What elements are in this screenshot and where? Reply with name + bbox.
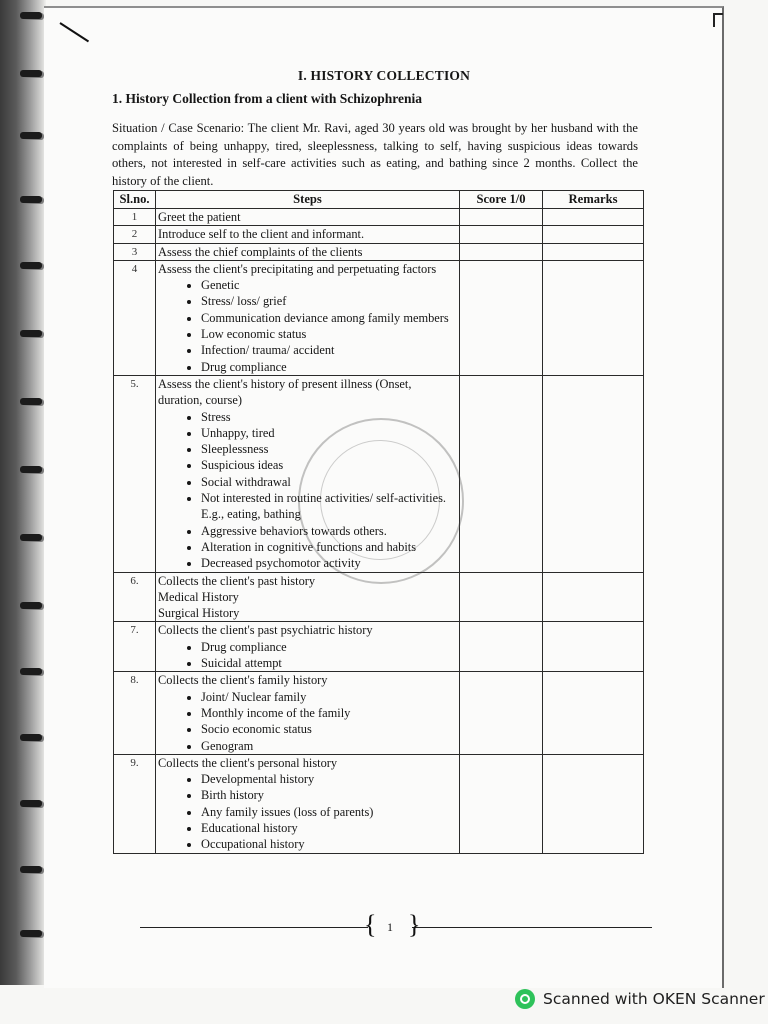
binder-ring xyxy=(20,800,42,807)
binder-ring xyxy=(20,466,42,473)
step-cell xyxy=(156,226,460,243)
table-row xyxy=(114,572,644,622)
remarks-cell xyxy=(543,375,644,572)
list-item: • Genetic xyxy=(201,277,457,293)
step-cell xyxy=(156,260,460,375)
binder-ring xyxy=(20,196,42,203)
list-item: • Alteration in cognitive functions and habits xyxy=(201,539,457,555)
step-bullet-list xyxy=(158,277,457,375)
case-scenario: Situation / Case Scenario: The client Mr. Ravi, aged 30 years old was brought by her husband with the complaints of being unhappy, tired, sleeplessness, talking to self, having suspicious ideas towards others, not interested in self-care activities such as eating, and bathing since 2 months. Collect the history of the client. xyxy=(112,121,638,188)
list-item: • Social withdrawal xyxy=(201,474,457,490)
step-text: Assess the client's precipitating and perpetuating factors xyxy=(158,261,437,276)
row-number: 8. xyxy=(114,672,156,754)
binder-ring xyxy=(20,398,42,405)
list-item: • Stress xyxy=(201,409,457,425)
score-cell xyxy=(460,243,543,260)
remarks-cell xyxy=(543,754,644,853)
score-cell xyxy=(460,754,543,853)
table-row xyxy=(114,226,644,243)
binder-ring xyxy=(20,534,42,541)
score-cell xyxy=(460,672,543,754)
column-header-steps: Steps xyxy=(156,191,460,209)
score-cell xyxy=(460,572,543,622)
remarks-cell xyxy=(543,209,644,226)
step-text: Assess the client's history of present illness (Onset, duration, course) xyxy=(158,376,412,408)
score-cell xyxy=(460,260,543,375)
step-cell xyxy=(156,622,460,672)
step-bullet-list xyxy=(158,409,457,572)
table-header-row xyxy=(114,191,644,209)
remarks-cell xyxy=(543,572,644,622)
scanner-logo-icon xyxy=(515,989,535,1009)
step-text: Collects the client's past history xyxy=(158,573,316,588)
list-item: • Birth history xyxy=(201,787,457,803)
row-number: 5. xyxy=(114,375,156,572)
list-item: • Drug compliance xyxy=(201,359,457,375)
list-item: • Aggressive behaviors towards others. xyxy=(201,523,457,539)
step-bullet-list xyxy=(158,689,457,754)
list-item: • Unhappy, tired xyxy=(201,425,457,441)
page-number-brace-right: } xyxy=(408,910,421,939)
list-item: • Genogram xyxy=(201,738,457,754)
list-item: • Infection/ trauma/ accident xyxy=(201,342,457,358)
table-row xyxy=(114,209,644,226)
list-item: • Suspicious ideas xyxy=(201,457,457,473)
column-header-remarks: Remarks xyxy=(543,191,644,209)
list-item: • Drug compliance xyxy=(201,639,457,655)
list-item: • Monthly income of the family xyxy=(201,705,457,721)
table-row xyxy=(114,672,644,754)
binder-spine xyxy=(0,0,46,985)
step-text: Collects the client's personal history xyxy=(158,755,338,770)
footer-rule-right xyxy=(412,927,652,928)
scanner-watermark-text: Scanned with OKEN Scanner xyxy=(543,990,765,1008)
step-bullet-list xyxy=(158,639,457,672)
step-cell xyxy=(156,754,460,853)
binder-ring xyxy=(20,12,42,19)
binder-ring xyxy=(20,668,42,675)
table-row xyxy=(114,622,644,672)
list-item: • Educational history xyxy=(201,820,457,836)
page-title: I. HISTORY COLLECTION xyxy=(297,68,471,83)
list-item: • Stress/ loss/ grief xyxy=(201,293,457,309)
remarks-cell xyxy=(543,243,644,260)
list-item: • Any family issues (loss of parents) xyxy=(201,804,457,820)
step-subline: Surgical History xyxy=(158,606,240,621)
list-item: • Socio economic status xyxy=(201,721,457,737)
score-cell xyxy=(460,622,543,672)
section-subtitle: 1. History Collection from a client with Schizophrenia xyxy=(112,91,422,106)
row-number: 2 xyxy=(114,226,156,243)
column-header-score: Score 1/0 xyxy=(460,191,543,209)
score-cell xyxy=(460,209,543,226)
list-item: • Joint/ Nuclear family xyxy=(201,689,457,705)
binder-ring xyxy=(20,262,42,269)
step-cell xyxy=(156,209,460,226)
table-row xyxy=(114,375,644,572)
history-collection-table xyxy=(113,190,644,854)
list-item: • Suicidal attempt xyxy=(201,655,457,671)
row-number: 3 xyxy=(114,243,156,260)
binder-ring xyxy=(20,930,42,937)
step-text: Collects the client's past psychiatric history xyxy=(158,623,373,638)
step-text: Greet the patient xyxy=(158,210,241,224)
binder-ring xyxy=(20,132,42,139)
table-row xyxy=(114,260,644,375)
binder-ring xyxy=(20,734,42,741)
row-number: 9. xyxy=(114,754,156,853)
row-number: 1 xyxy=(114,209,156,226)
remarks-cell xyxy=(543,226,644,243)
score-cell xyxy=(460,375,543,572)
table-row xyxy=(114,754,644,853)
page-number: 1 xyxy=(387,920,393,934)
row-number: 7. xyxy=(114,622,156,672)
score-cell xyxy=(460,226,543,243)
remarks-cell xyxy=(543,672,644,754)
list-item: • Sleeplessness xyxy=(201,441,457,457)
list-item: • Developmental history xyxy=(201,771,457,787)
step-subline: Medical History xyxy=(158,589,239,604)
table-body xyxy=(114,209,644,854)
list-item: • Occupational history xyxy=(201,836,457,852)
binder-ring xyxy=(20,602,42,609)
list-item: • Low economic status xyxy=(201,326,457,342)
scanner-watermark xyxy=(515,989,765,1009)
step-cell xyxy=(156,572,460,622)
step-cell xyxy=(156,243,460,260)
list-item: • Decreased psychomotor activity xyxy=(201,555,457,571)
column-header-sno: Sl.no. xyxy=(114,191,156,209)
binder-ring xyxy=(20,330,42,337)
step-cell xyxy=(156,672,460,754)
row-number: 6. xyxy=(114,572,156,622)
step-text: Introduce self to the client and informant. xyxy=(158,227,365,242)
list-item: • Not interested in routine activities/ self-activities. E.g., eating, bathing xyxy=(201,490,457,523)
footer-rule-left xyxy=(140,927,368,928)
step-text: Collects the client's family history xyxy=(158,673,328,688)
remarks-cell xyxy=(543,260,644,375)
step-bullet-list xyxy=(158,771,457,852)
page-corner-mark xyxy=(713,13,723,27)
row-number: 4 xyxy=(114,260,156,375)
remarks-cell xyxy=(543,622,644,672)
page-number-brace-left: { xyxy=(364,910,377,939)
step-text: Assess the chief complaints of the clients xyxy=(158,244,363,259)
step-cell xyxy=(156,375,460,572)
table-row xyxy=(114,243,644,260)
list-item: • Communication deviance among family members xyxy=(201,310,457,326)
binder-ring xyxy=(20,866,42,873)
